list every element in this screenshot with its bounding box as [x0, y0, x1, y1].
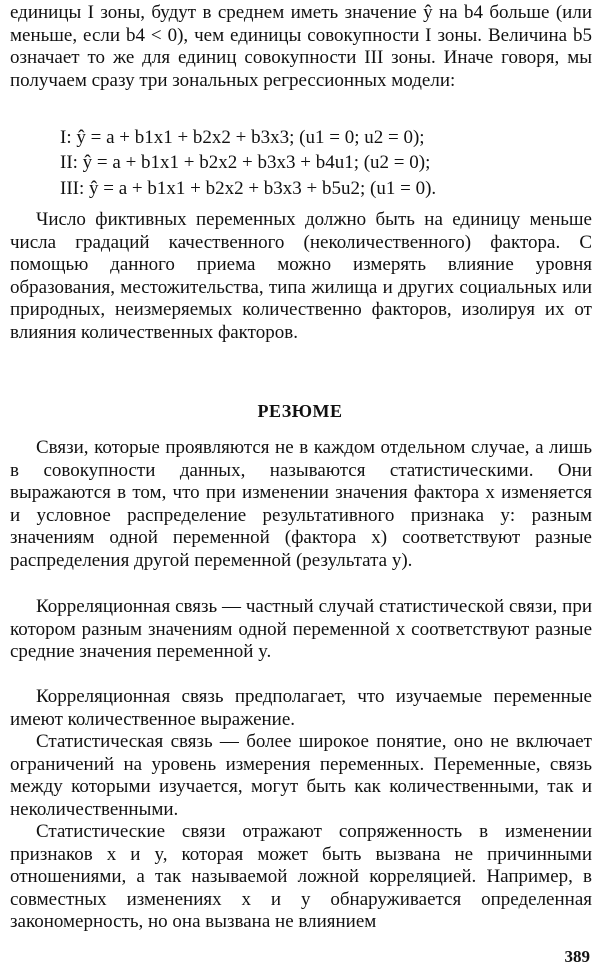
paragraph-text: единицы I зоны, будут в среднем иметь значение ŷ на b4 больше (или меньше, если b4 < 0), чем единицы совокупности I зоны. Величина b5 означает то же для единиц совокупности III зоны. Иначе говоря, мы получаем сразу три зональных регрессионных модели:	[10, 2, 592, 91]
summary-paragraph-2	[10, 596, 592, 664]
equation-zone-1: I: ŷ = a + b1x1 + b2x2 + b3x3; (u1 = 0; u2 = 0);	[60, 127, 425, 148]
equation-zone-3: III: ŷ = a + b1x1 + b2x2 + b3x3 + b5u2; (u1 = 0).	[60, 178, 437, 199]
summary-paragraph-3	[10, 686, 592, 731]
paragraph-text: Корреляционная связь — частный случай статистической связи, при котором разным значениям одной переменной x соответствуют разные средние значения переменной y.	[10, 596, 592, 663]
paragraph-text: Число фиктивных переменных должно быть на единицу меньше числа градаций качественного (неколичественного) фактора. С помощью данного приема можно измерять влияние уровня образования, местожительства, типа жилища и других социальных или природных, неизмеряемых количественно факторов, изолируя их от влияния количественных факторов.	[10, 209, 592, 343]
paragraph-text: Корреляционная связь предполагает, что изучаемые переменные имеют количественное выражение.	[10, 686, 592, 730]
section-heading: РЕЗЮМЕ	[257, 401, 343, 421]
dummy-variables-paragraph	[10, 209, 592, 345]
intro-paragraph	[10, 2, 592, 92]
paragraph-text: Статистические связи отражают сопряженность в изменении признаков x и y, которая может быть вызвана не причинными отношениями, а так называемой ложной корреляцией. Например, в совместных изменениях x и y обнаруживается определенная закономерность, но она вызвана не влиянием	[10, 821, 592, 933]
summary-paragraph-4	[10, 731, 592, 821]
paragraph-text: Связи, которые проявляются не в каждом отдельном случае, а лишь в совокупности данных, называются статистическими. Они выражаются в том, что при изменении значения фактора x изменяется и условное распределение результативного признака y: разным значениям одной переменной (фактора x) соответствуют разные распределения другой переменной (результата y).	[10, 437, 592, 571]
summary-paragraph-1	[10, 437, 592, 573]
summary-paragraph-5	[10, 821, 592, 934]
equation-zone-2: II: ŷ = a + b1x1 + b2x2 + b3x3 + b4u1; (u2 = 0);	[60, 152, 431, 173]
page-number: 389	[564, 947, 590, 966]
paragraph-text: Статистическая связь — более широкое понятие, оно не включает ограничений на уровень измерения переменных. Переменные, связь между которыми изучается, могут быть как количественными, так и неколичественными.	[10, 731, 592, 820]
